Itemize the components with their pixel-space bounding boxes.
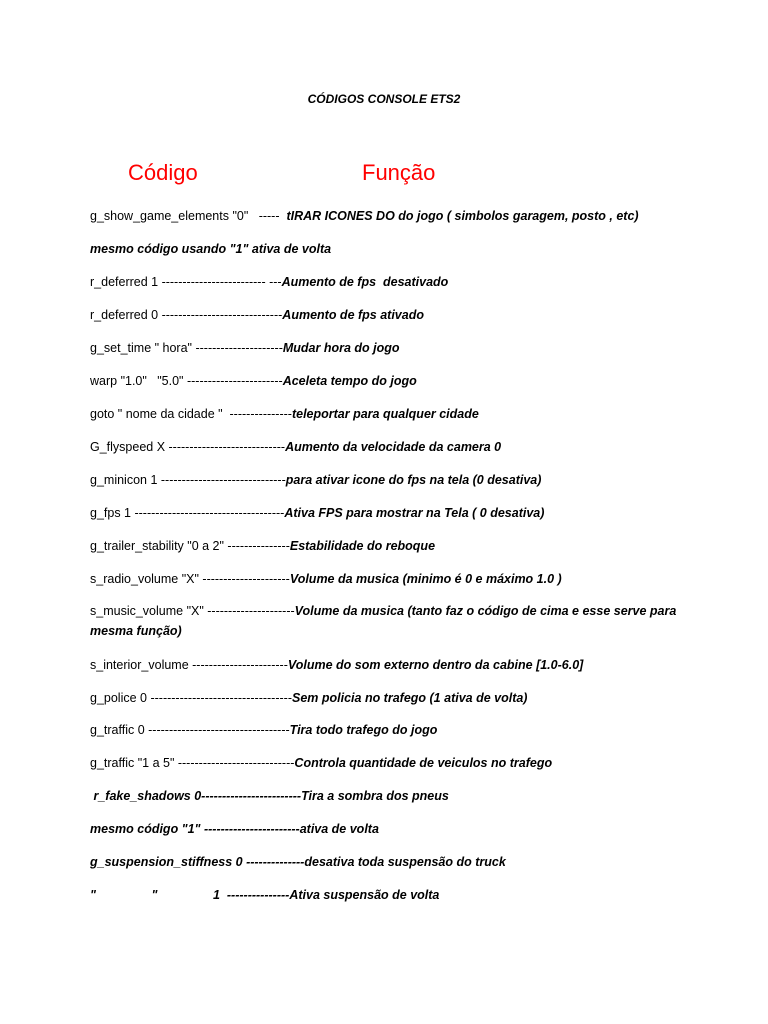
command-line: s_interior_volume -----------------------Volume do som externo dentro da cabine [1.0-6.0] (90, 658, 584, 672)
command-line: s_radio_volume "X" ---------------------Volume da musica (minimo é 0 e máximo 1.0 ) (90, 572, 562, 586)
code-column-header: Código (128, 160, 198, 185)
command-line: g_show_game_elements "0" ----- tIRAR ICONES DO do jogo ( simbolos garagem, posto , etc) (90, 209, 639, 223)
command-line: r_deferred 1 ------------------------- ---Aumento de fps desativado (90, 275, 449, 289)
command-line: g_suspension_stiffness 0 --------------desativa toda suspensão do truck (90, 855, 506, 869)
command-line: mesmo código "1" -----------------------ativa de volta (90, 822, 379, 836)
command-line: g_traffic 0 ----------------------------------Tira todo trafego do jogo (90, 723, 438, 737)
command-line: g_minicon 1 ------------------------------para ativar icone do fps na tela (0 desativa) (90, 473, 542, 487)
document-title: CÓDIGOS CONSOLE ETS2 (307, 92, 461, 106)
command-line: goto " nome da cidade " ---------------teleportar para qualquer cidade (90, 407, 479, 421)
command-line: G_flyspeed X ----------------------------Aumento da velocidade da camera 0 (90, 440, 502, 454)
command-line: " " 1 ---------------Ativa suspensão de volta (90, 888, 440, 902)
function-column-header: Função (362, 160, 436, 185)
command-line: warp "1.0" "5.0" -----------------------Aceleta tempo do jogo (90, 374, 417, 388)
command-line: s_music_volume "X" ---------------------Volume da musica (tanto faz o código de cima e esse serve para mesma função) (90, 604, 680, 638)
command-line: g_set_time " hora" ---------------------Mudar hora do jogo (90, 341, 400, 355)
command-line: mesmo código usando "1" ativa de volta (90, 242, 332, 256)
command-line: g_police 0 ----------------------------------Sem policia no trafego (1 ativa de volta) (90, 691, 528, 705)
command-line: r_deferred 0 -----------------------------Aumento de fps ativado (90, 308, 424, 322)
command-line: r_fake_shadows 0------------------------Tira a sombra dos pneus (90, 789, 449, 803)
command-line: g_fps 1 ------------------------------------Ativa FPS para mostrar na Tela ( 0 desativa) (90, 506, 545, 520)
command-line: g_traffic "1 a 5" ----------------------------Controla quantidade de veiculos no trafego (90, 756, 553, 770)
command-line: g_trailer_stability "0 a 2" ---------------Estabilidade do reboque (90, 539, 436, 553)
